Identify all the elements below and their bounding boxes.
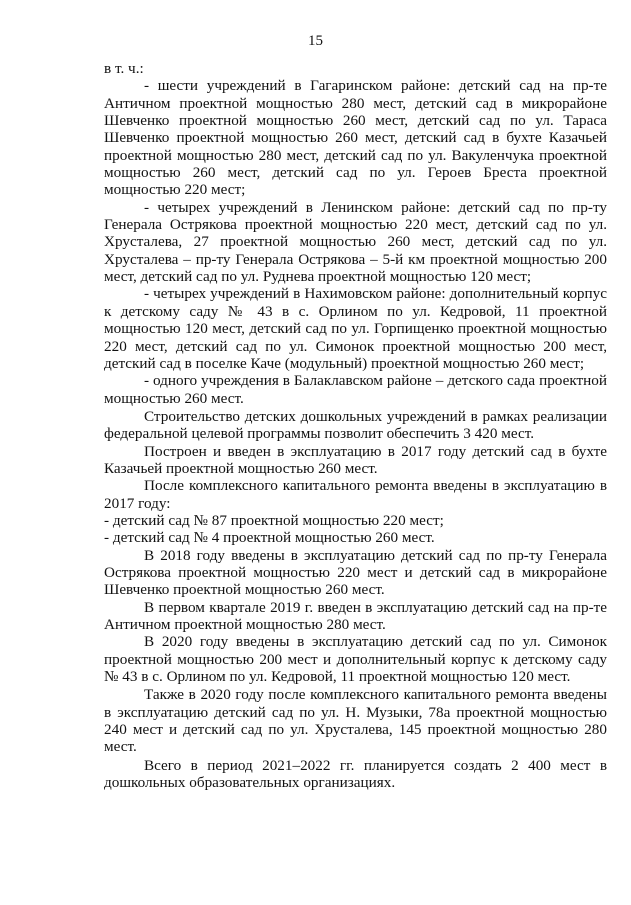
- paragraph-balaklavsky: - одного учреждения в Балаклавском районе – детского сада проектной мощностью 260 мест.: [104, 372, 607, 407]
- paragraph-2020: В 2020 году введены в эксплуатацию детский сад по ул. Симонок проектной мощностью 200 мест и дополнительный корпус к детскому саду № 43 в с. Орлином по ул. Кедровой, 11 проектной мощностью 120 мест.: [104, 633, 607, 686]
- paragraph-2017-renovated: После комплексного капитального ремонта введены в эксплуатацию в 2017 году:: [104, 477, 607, 512]
- paragraph-2019: В первом квартале 2019 г. введен в эксплуатацию детский сад на пр-те Античном проектной мощностью 280 мест.: [104, 598, 607, 633]
- paragraph-2018: В 2018 году введены в эксплуатацию детский сад по пр-ту Генерала Острякова проектной мощностью 220 мест и детский сад в микрорайоне Шевченко проектной мощностью 260 мест.: [104, 546, 607, 599]
- paragraph-2017-built: Построен и введен в эксплуатацию в 2017 году детский сад в бухте Казачьей проектной мощностью 260 мест.: [104, 442, 607, 477]
- paragraph-intro: в т. ч.:: [104, 60, 144, 77]
- paragraph-nakhimovsky: - четырех учреждений в Нахимовском районе: дополнительный корпус к детскому саду № 43 в с. Орлином по ул. Кедровой, 11 проектной мощностью 120 мест, детский сад по ул. Горпищенко проектной мощностью 220 мест, детский сад по ул. Симонок проектной мощностью 200 мест, детский сад в поселке Каче (модульный) проектной мощностью 260 мест;: [104, 285, 607, 372]
- document-body: [104, 60, 607, 791]
- paragraph-leninsky: - четырех учреждений в Ленинском районе: детский сад по пр-ту Генерала Острякова проектной мощностью 220 мест, детский сад по ул. Хрусталева, 27 проектной мощностью 260 мест, детский сад по ул. Хрусталева – пр-ту Генерала Острякова – 5-й км проектной мощностью 200 мест, детский сад по ул. Руднева проектной мощностью 120 мест;: [104, 198, 607, 286]
- list-item-kindergarten-87: - детский сад № 87 проектной мощностью 220 мест;: [104, 511, 444, 529]
- page-number: 15: [308, 33, 323, 49]
- paragraph-2020-renovated: Также в 2020 году после комплексного капитального ремонта введены в эксплуатацию детский сад по ул. Н. Музыки, 78а проектной мощностью 240 мест и детский сад по ул. Хрусталева, 145 проектной мощностью 280 мест.: [104, 686, 607, 756]
- list-item-kindergarten-4: - детский сад № 4 проектной мощностью 260 мест.: [104, 529, 435, 547]
- paragraph-construction-summary: Строительство детских дошкольных учреждений в рамках реализации федеральной целевой программы позволит обеспечить 3 420 мест.: [104, 407, 607, 443]
- paragraph-2021-2022-plan: Всего в период 2021–2022 гг. планируется создать 2 400 мест в дошкольных образовательных организациях.: [104, 756, 607, 792]
- paragraph-gagarinsky: - шести учреждений в Гагаринском районе: детский сад на пр-те Античном проектной мощностью 280 мест, детский сад в микрорайоне Шевченко проектной мощностью 260 мест, детский сад по ул. Тараса Шевченко проектной мощностью 260 мест, детский сад в бухте Казачьей проектной мощностью 280 мест, детский сад по ул. Вакуленчука проектной мощностью 260 мест, детский сад по ул. Героев Бреста проектной мощностью 220 мест;: [104, 77, 607, 199]
